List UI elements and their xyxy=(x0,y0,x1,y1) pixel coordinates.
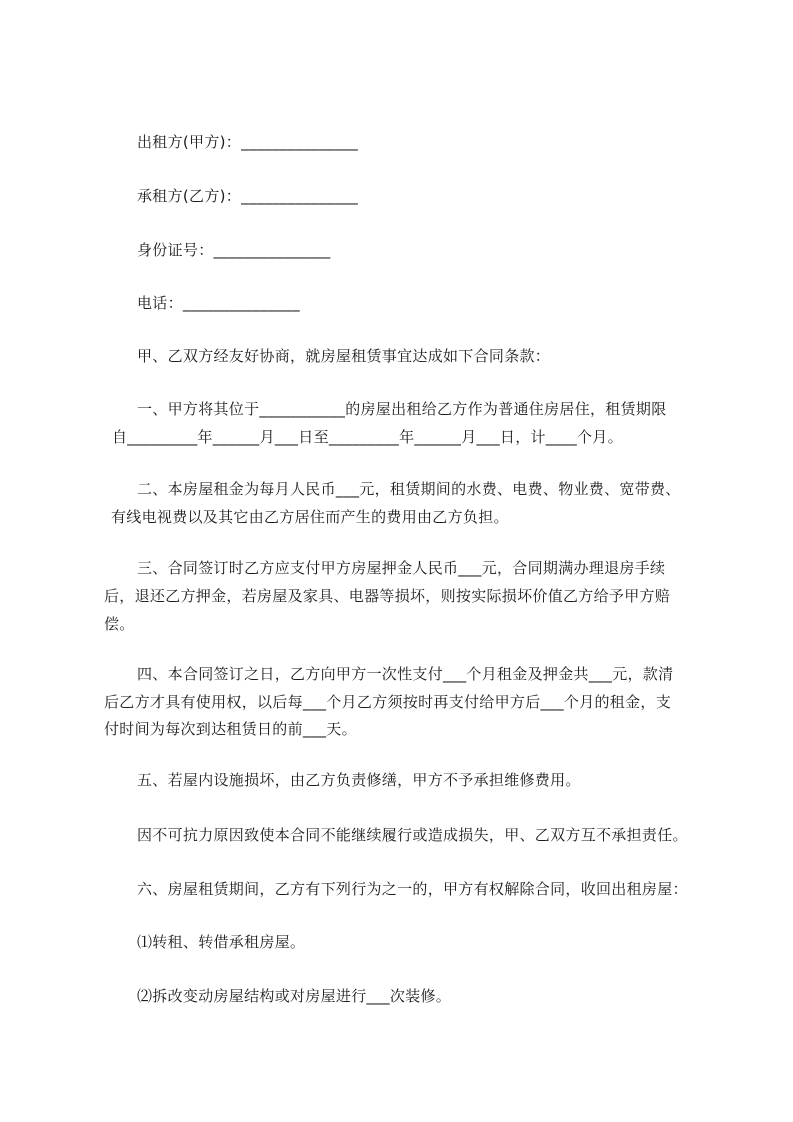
intro-paragraph: 甲、乙双方经友好协商，就房屋租赁事宜达成如下合同条款： xyxy=(137,347,551,365)
clause-6-item-1: ⑴转租、转借承租房屋。 xyxy=(137,933,306,951)
clause-6-title: 六、房屋租赁期间，乙方有下列行为之一的，甲方有权解除合同，收回出租房屋： xyxy=(137,880,688,898)
clause-4-line-3: 付时间为每次到达租赁日的前___天。 xyxy=(104,720,357,738)
clause-4-line-2: 后乙方才具有使用权，以后每___个月乙方须按时再支付给甲方后___个月的租金，支 xyxy=(104,693,672,711)
clause-1-line-1: 一、甲方将其位于___________的房屋出租给乙方作为普通住房居住，租赁期限 xyxy=(137,400,667,418)
force-majeure-clause: 因不可抗力原因致使本合同不能继续履行或造成损失，甲、乙双方互不承担责任。 xyxy=(137,826,688,844)
lessor-field: 出租方(甲方)：_______________ xyxy=(137,133,359,151)
clause-6-item-2: ⑵拆改变动房屋结构或对房屋进行___次装修。 xyxy=(137,987,452,1005)
id-number-field: 身份证号：_______________ xyxy=(137,241,331,259)
clause-5: 五、若屋内设施损坏，由乙方负责修缮，甲方不予承担维修费用。 xyxy=(137,771,581,789)
clause-3-line-2: 后，退还乙方押金，若房屋及家具、电器等损坏，则按实际损坏价值乙方给予甲方赔 xyxy=(104,587,671,605)
lessee-field: 承租方(乙方)：_______________ xyxy=(137,187,359,205)
clause-2-line-2: 有线电视费以及其它由乙方居住而产生的费用由乙方负担。 xyxy=(111,508,509,526)
clause-2-line-1: 二、本房屋租金为每月人民币___元，租赁期间的水费、电费、物业费、宽带费、 xyxy=(137,480,681,498)
clause-3-line-3: 偿。 xyxy=(104,615,135,633)
clause-3-line-1: 三、合同签订时乙方应支付甲方房屋押金人民币___元，合同期满办理退房手续 xyxy=(137,559,666,577)
phone-field: 电话：_______________ xyxy=(137,294,300,312)
clause-4-line-1: 四、本合同签订之日，乙方向甲方一次性支付___个月租金及押金共___元，款清 xyxy=(137,665,674,683)
clause-1-line-2: 自_________年______月___日至_________年______月___日，计____个月。 xyxy=(112,428,623,446)
